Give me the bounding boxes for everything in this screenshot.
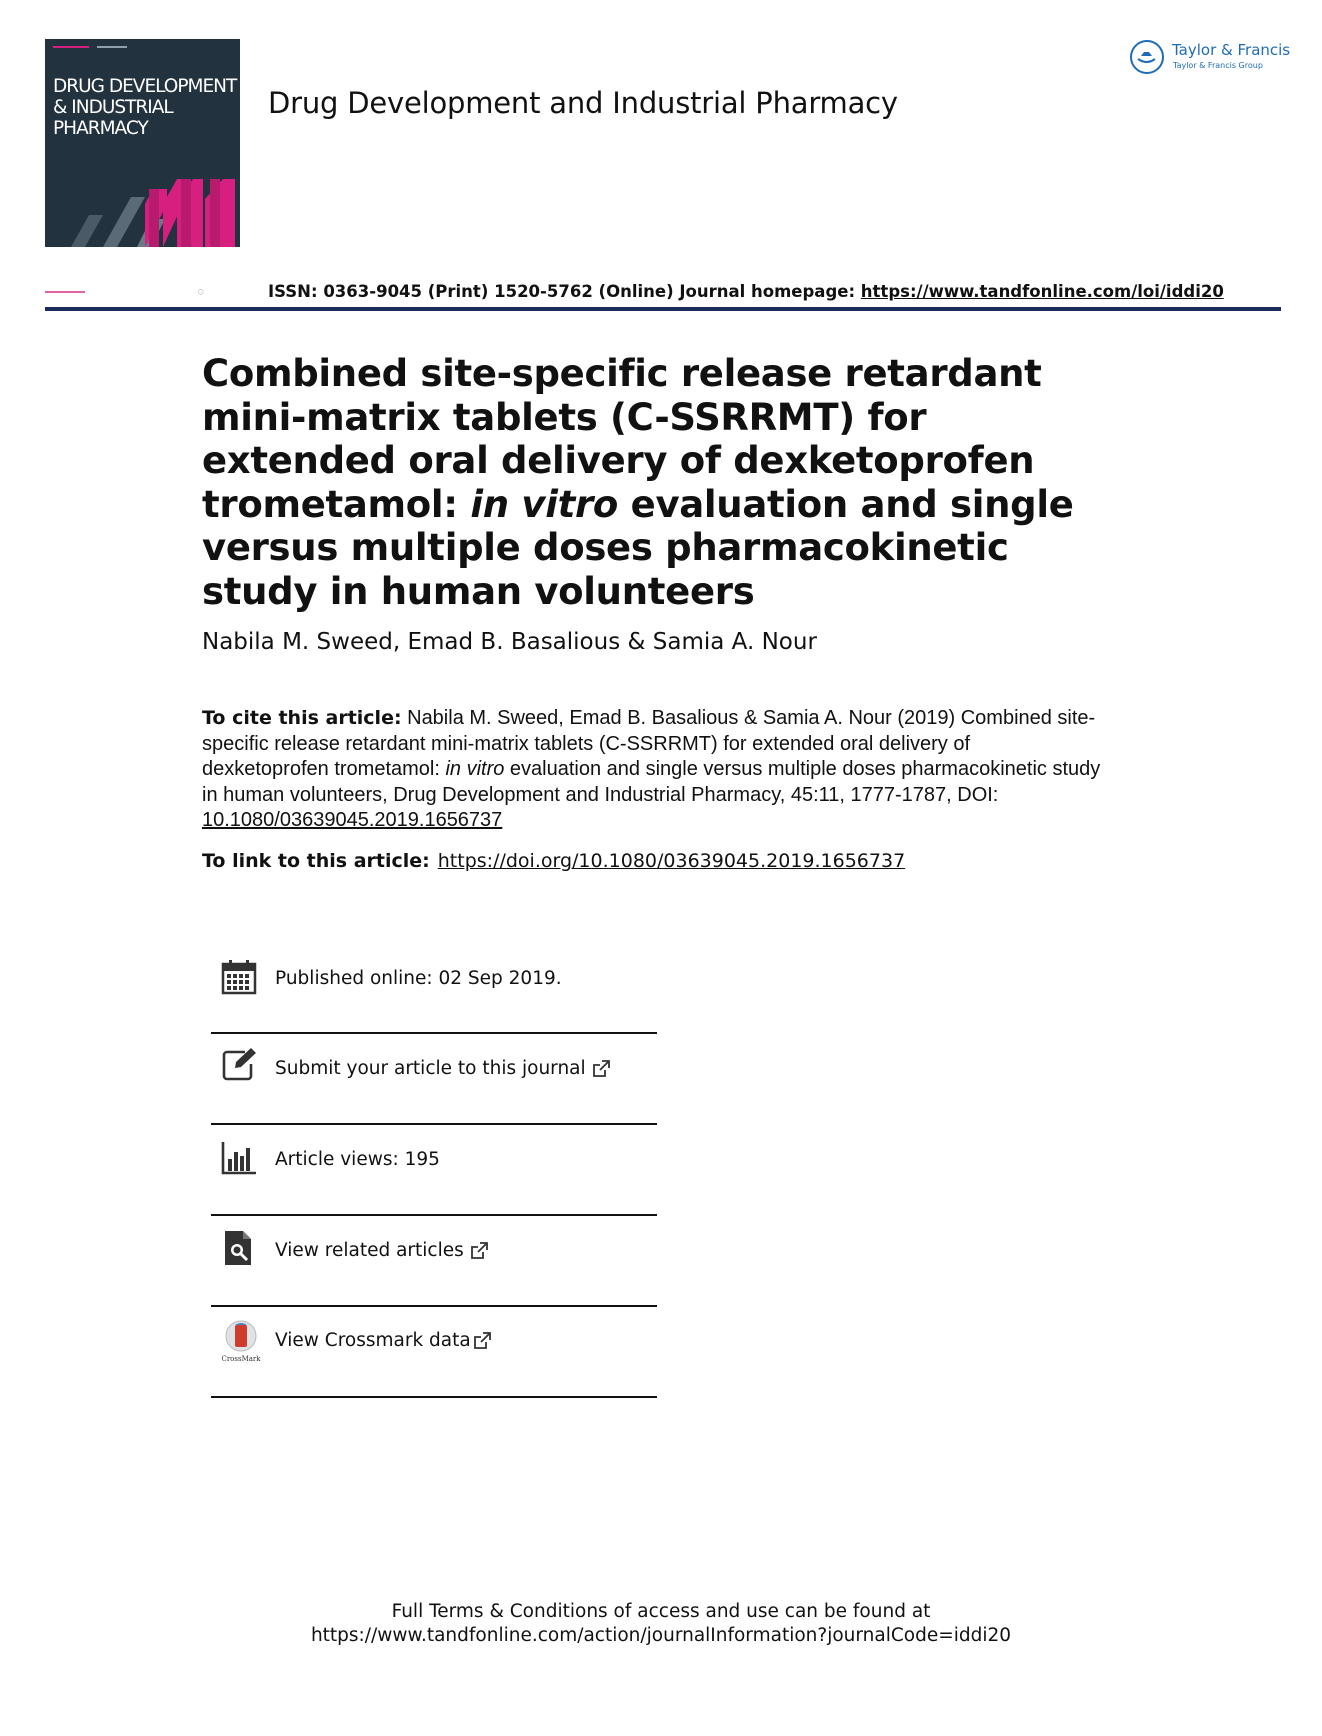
link-label: To link to this article:: [202, 850, 430, 872]
article-title-part1: Combined site-specific release retardant mini-matrix tablets (C-SSRRMT) for extended oral delivery of dexketoprofen trometamol:: [202, 352, 1042, 526]
publisher-logo-icon: [1130, 40, 1164, 74]
journal-homepage-link[interactable]: https://www.tandfonline.com/loi/iddi20: [860, 282, 1224, 301]
list-item-submit[interactable]: [211, 1034, 657, 1125]
article-title-italic: in vitro: [470, 482, 619, 526]
list-item-published: [211, 943, 657, 1034]
journal-cover-image: [45, 39, 240, 247]
citation-doi-link[interactable]: 10.1080/03639045.2019.1656737: [202, 809, 503, 831]
header-divider: [45, 307, 1281, 311]
calendar-icon: [221, 959, 257, 995]
crossmark-icon: [221, 1319, 261, 1363]
external-link-icon: [470, 1242, 488, 1260]
related-articles-label: View related articles: [275, 1240, 464, 1261]
journal-title[interactable]: Drug Development and Industrial Pharmacy: [268, 86, 898, 120]
list-item-related[interactable]: [211, 1216, 657, 1307]
list-item-views: [211, 1125, 657, 1216]
pencil-square-icon: [221, 1046, 257, 1082]
external-link-icon: [592, 1060, 610, 1078]
terms-line-1: Full Terms & Conditions of access and use can be found at: [391, 1601, 931, 1622]
citation-text-2: evaluation and single versus multiple doses pharmacokinetic study in human volunteers, Drug Development and Industrial Pharmacy, 45:11, 1777-1787, DOI:: [202, 758, 1101, 806]
crossmark-link[interactable]: [275, 1330, 491, 1351]
terms-link[interactable]: https://www.tandfonline.com/action/journalInformation?journalCode=iddi20: [310, 1625, 1012, 1646]
cover-link-mark: [45, 291, 85, 293]
article-title-part2: evaluation and single versus multiple doses pharmacokinetic study in human volunteers: [202, 482, 1074, 613]
crossmark-label: View Crossmark data: [275, 1330, 471, 1351]
terms-footer: [0, 1600, 1322, 1648]
citation-italic: in vitro: [445, 758, 505, 780]
submit-article-link[interactable]: [275, 1058, 610, 1079]
cover-stripes-graphic: [45, 39, 240, 247]
article-link-row: [202, 850, 905, 872]
article-doi-link[interactable]: https://doi.org/10.1080/03639045.2019.1656737: [437, 850, 906, 872]
bar-chart-icon: [221, 1140, 257, 1176]
submit-article-label: Submit your article to this journal: [275, 1058, 586, 1079]
article-views: Article views: 195: [275, 1149, 440, 1170]
search-document-icon: [221, 1230, 257, 1266]
external-link-icon: [473, 1332, 491, 1350]
issn-line: [268, 282, 1224, 301]
list-item-crossmark[interactable]: [211, 1307, 657, 1398]
issn-text: ISSN: 0363-9045 (Print) 1520-5762 (Online) Journal homepage:: [268, 282, 861, 301]
cover-title: DRUG DEVELOPMENT & INDUSTRIAL PHARMACY: [53, 76, 237, 139]
publisher-logo[interactable]: [1130, 38, 1290, 78]
article-authors: Nabila M. Sweed, Emad B. Basalious & Samia A. Nour: [202, 629, 817, 655]
published-date: Published online: 02 Sep 2019.: [275, 968, 562, 989]
article-info-list: [211, 943, 657, 1398]
publisher-name: Taylor & Francis: [1172, 41, 1291, 59]
citation-text-1: Nabila M. Sweed, Emad B. Basalious & Samia A. Nour (2019) Combined site-specific release retardant mini-matrix tablets (C-SSRRMT) for extended oral delivery of dexketoprofen trometamol:: [202, 707, 1096, 780]
related-articles-link[interactable]: [275, 1240, 488, 1261]
citation-label: To cite this article:: [202, 707, 402, 729]
publisher-group: Taylor & Francis Group: [1173, 61, 1263, 70]
article-title: [202, 352, 1082, 613]
citation-block: [202, 706, 1102, 834]
publisher-small-mark: ◯: [198, 289, 204, 295]
crossmark-logo-text: CrossMark: [221, 1355, 261, 1363]
